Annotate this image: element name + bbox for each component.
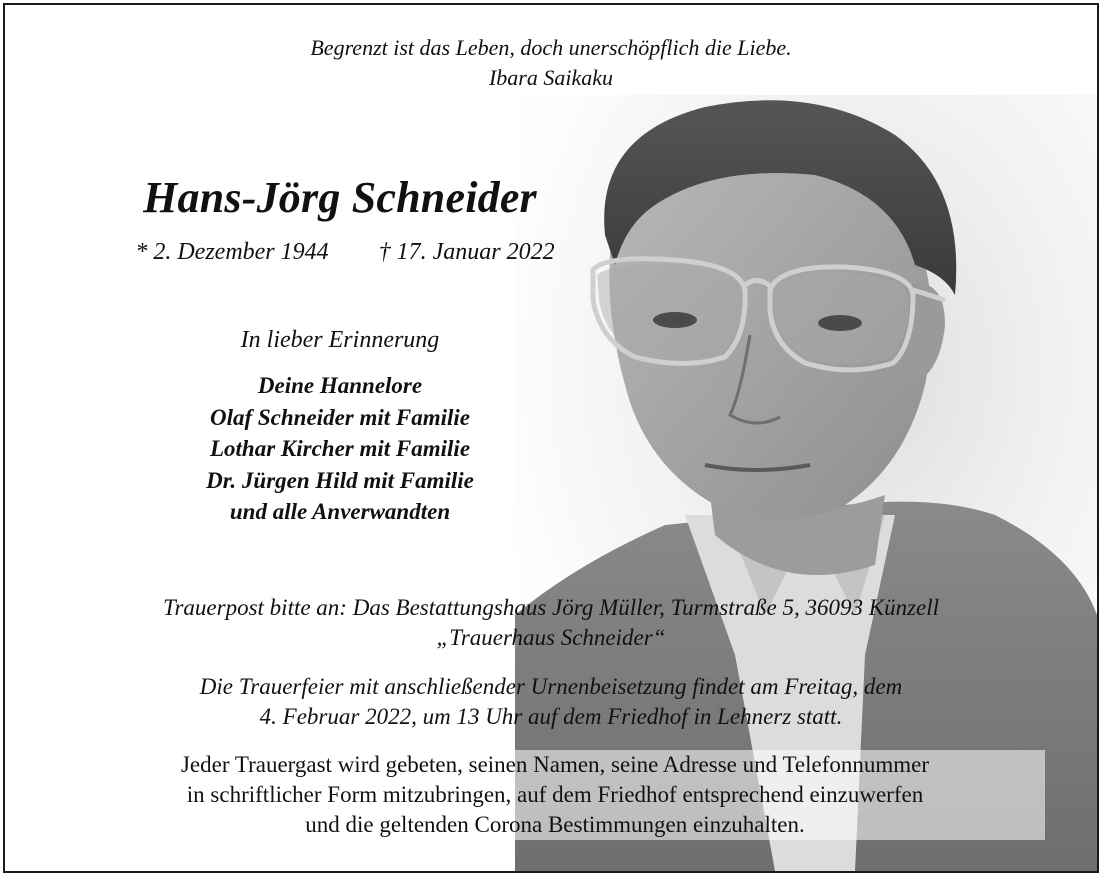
quote-author: Ibara Saikaku <box>488 65 614 90</box>
mourner-entry: Deine Hannelore <box>257 373 423 398</box>
mourner-entry: Lothar Kircher mit Familie <box>209 436 471 461</box>
birth-date: * 2. Dezember 1944 <box>135 239 329 265</box>
mourner-entry: Olaf Schneider mit Familie <box>209 404 471 430</box>
ceremony-line: Die Trauerfeier mit anschließender Urnenbeisetzung findet am Freitag, dem <box>199 674 903 699</box>
obituary-frame <box>3 3 1099 873</box>
memory-line: In lieber Erinnerung <box>240 327 440 353</box>
mourner-entry: Dr. Jürgen Hild mit Familie <box>206 467 474 493</box>
guest-instructions <box>65 750 1045 840</box>
mail-addressee-line: „Trauerhaus Schneider“ <box>436 625 666 650</box>
ceremony-line: 4. Februar 2022, um 13 Uhr auf dem Friedhof in Lehnerz statt. <box>259 704 843 729</box>
quote-text: Begrenzt ist das Leben, doch unerschöpflich die Liebe. <box>310 35 792 60</box>
mail-address-line: Trauerpost bitte an: Das Bestattungshaus Jörg Müller, Turmstraße 5, 36093 Künzell <box>162 595 940 620</box>
guest-instruction-line: in schriftlicher Form mitzubringen, auf dem Friedhof entsprechend einzuwerfen <box>186 782 924 807</box>
guest-instruction-line: Jeder Trauergast wird gebeten, seinen Namen, seine Adresse und Telefonnummer <box>180 752 930 777</box>
guest-instruction-line: und die geltenden Corona Bestimmungen einzuhalten. <box>305 812 805 837</box>
mourner-entry: und alle Anverwandten <box>229 499 451 524</box>
life-dates <box>85 235 605 269</box>
mail-address-block <box>5 593 1097 653</box>
quote-block <box>5 33 1097 93</box>
ceremony-info <box>5 672 1097 732</box>
mourners-list <box>95 370 585 528</box>
deceased-name: Hans-Jörg Schneider <box>143 173 537 222</box>
death-date: † 17. Januar 2022 <box>378 239 555 265</box>
